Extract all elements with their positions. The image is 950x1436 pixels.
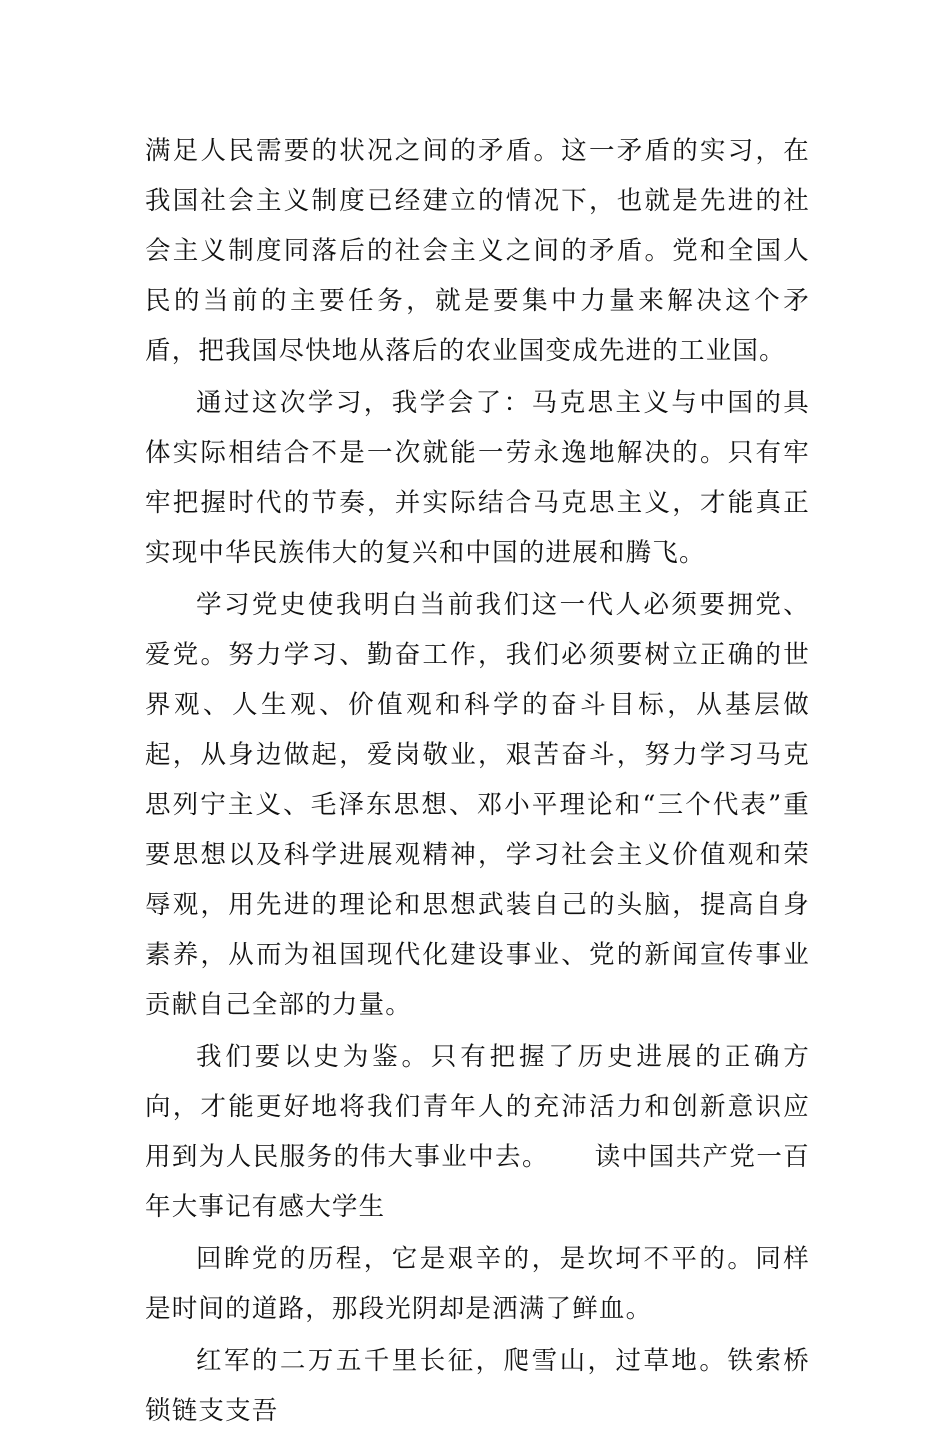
paragraph-3: 学习党史使我明白当前我们这一代人必须要拥党、爱党。努力学习、勤奋工作，我们必须要树立正确的世界观、人生观、价值观和科学的奋斗目标，从基层做起，从身边做起，爱岗敬业，艰苦奋斗，努力学习马克思列宁主义、毛泽东思想、邓小平理论和“三个代表”重要思想以及科学进展观精神，学习社会主义价值观和荣辱观，用先进的理论和思想武装自己的头脑，提高自身素养，从而为祖国现代化建设事业、党的新闻宣传事业贡献自己全部的力量。 [145, 590, 810, 1020]
paragraph-5: 回眸党的历程，它是艰辛的，是坎坷不平的。同样是时间的道路，那段光阴却是洒满了鲜血。 [145, 1244, 810, 1324]
paragraph-4 [145, 1032, 810, 1232]
paragraph-1: 满足人民需要的状况之间的矛盾。这一矛盾的实习，在我国社会主义制度已经建立的情况下，也就是先进的社会主义制度同落后的社会主义之间的矛盾。党和全国人民的当前的主要任务，就是要集中力量来解决这个矛盾，把我国尽快地从落后的农业国变成先进的工业国。 [145, 136, 810, 366]
document-body [145, 126, 810, 1436]
paragraph-2: 通过这次学习，我学会了：马克思主义与中国的具体实际相结合不是一次就能一劳永逸地解决的。只有牢牢把握时代的节奏，并实际结合马克思主义，才能真正实现中华民族伟大的复兴和中国的进展和腾飞。 [145, 388, 810, 568]
paragraph-6: 红军的二万五千里长征，爬雪山，过草地。铁索桥锁链支支吾 [145, 1346, 810, 1426]
article-title: 读中国共产党一百年大事记有感大学生 [145, 1142, 810, 1222]
paragraph-4-text: 我们要以史为鉴。只有把握了历史进展的正确方向，才能更好地将我们青年人的充沛活力和创新意识应用到为人民服务的伟大事业中去。 [145, 1042, 810, 1172]
